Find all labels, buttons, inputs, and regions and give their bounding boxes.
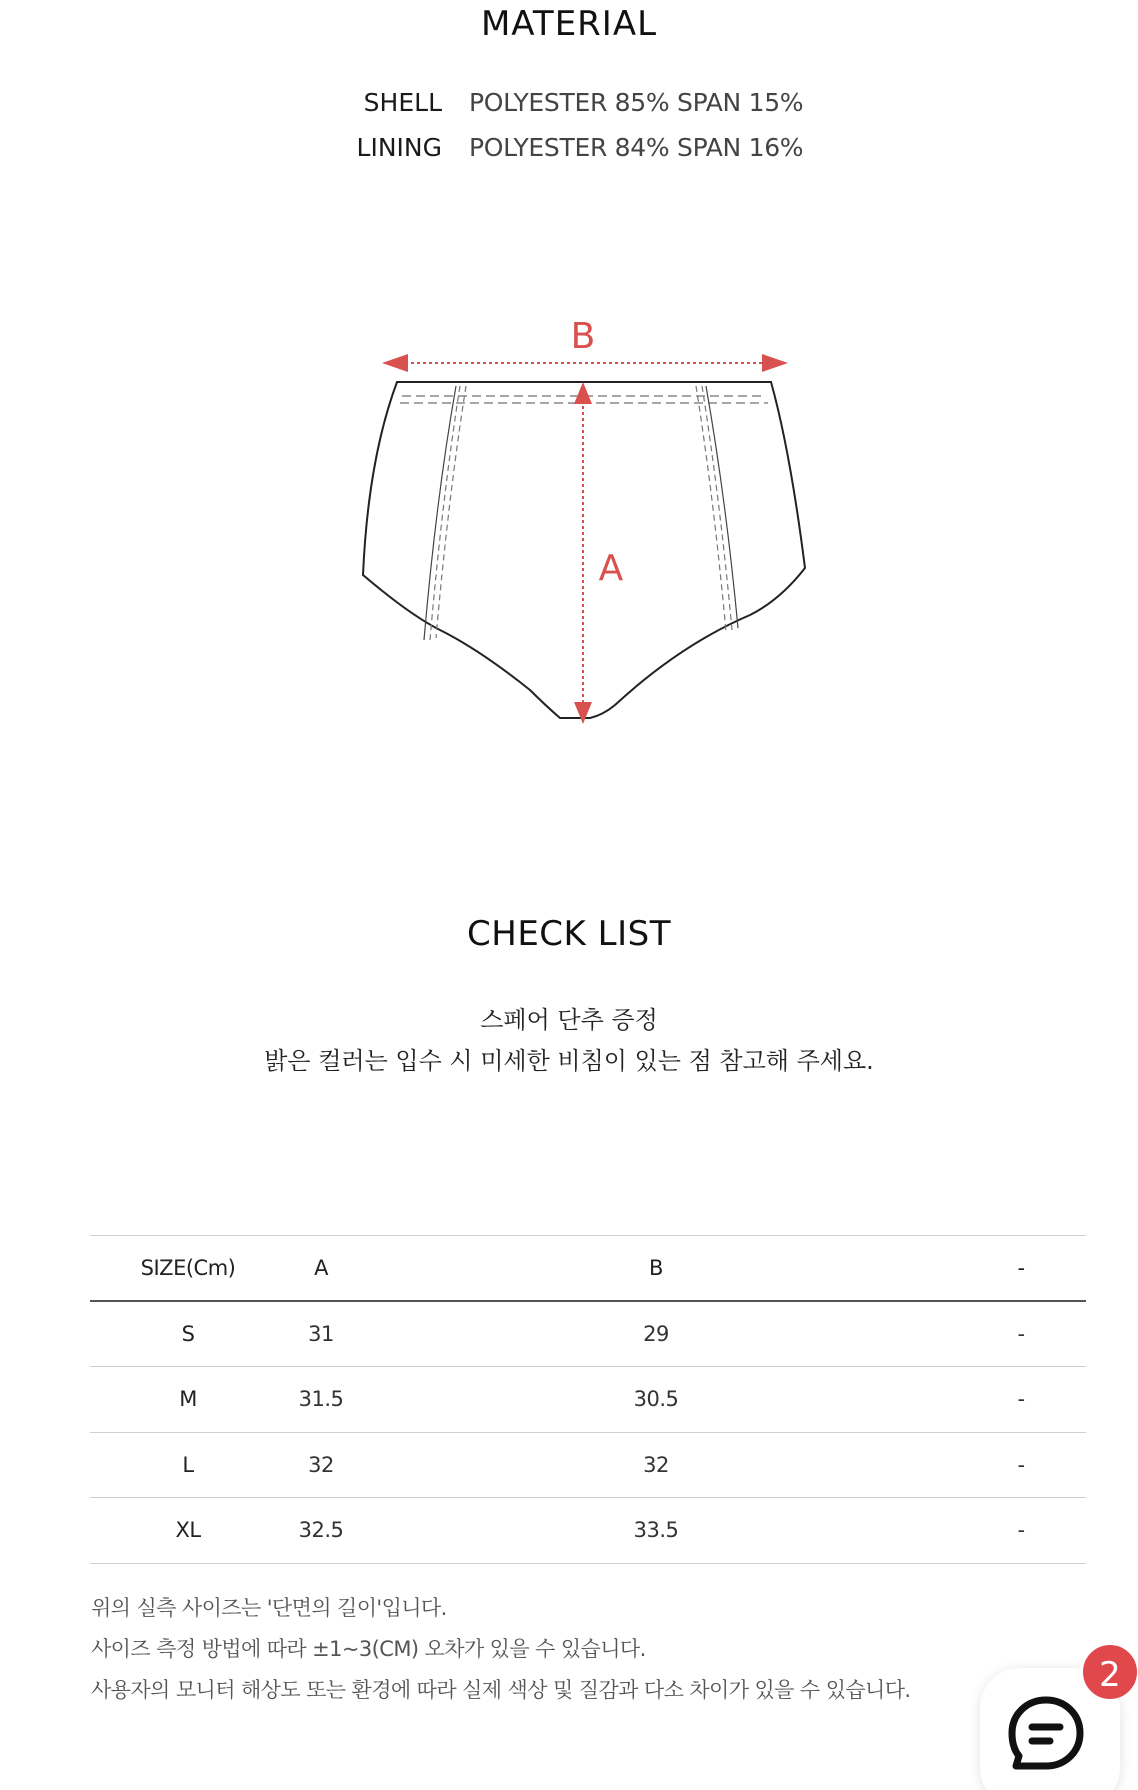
- table-row: [90, 1432, 1086, 1498]
- footnote: 위의 실측 사이즈는 '단면의 길이'입니다.: [91, 1596, 447, 1620]
- material-label: SHELL: [363, 88, 442, 117]
- size-table: [90, 1235, 1086, 1564]
- extra-cell: -: [956, 1432, 1086, 1498]
- material-title: MATERIAL: [480, 4, 658, 44]
- b-cell: 32: [356, 1432, 956, 1498]
- right-seam: [696, 386, 726, 632]
- measure-b-label: B: [570, 316, 596, 357]
- right-seam: [702, 386, 732, 630]
- material-row-shell: [0, 88, 1138, 128]
- table-header-row: [90, 1236, 1086, 1302]
- measure-a-arrow-top: [574, 382, 592, 404]
- a-cell: 31.5: [286, 1367, 356, 1433]
- table-row: [90, 1301, 1086, 1367]
- b-cell: 33.5: [356, 1498, 956, 1564]
- measure-b-arrow-right: [762, 354, 788, 372]
- measure-a-arrow-bottom: [574, 702, 592, 724]
- garment-measurement-diagram: [350, 300, 820, 760]
- left-seam: [430, 386, 460, 640]
- checklist-note: 밝은 컬러는 입수 시 미세한 비침이 있는 점 참고해 주세요.: [264, 1047, 874, 1075]
- right-seam: [706, 386, 738, 628]
- material-value: POLYESTER 84% SPAN 16%: [469, 133, 804, 162]
- size-cell: XL: [90, 1498, 286, 1564]
- table-header-cell: -: [956, 1236, 1086, 1302]
- notification-badge: 2: [1080, 1642, 1138, 1702]
- table-row: [90, 1367, 1086, 1433]
- b-cell: 30.5: [356, 1367, 956, 1433]
- a-cell: 32.5: [286, 1498, 356, 1564]
- extra-cell: -: [956, 1498, 1086, 1564]
- measure-b-arrow-left: [382, 354, 408, 372]
- footnote: 사이즈 측정 방법에 따라 ±1~3(CM) 오차가 있을 수 있습니다.: [91, 1637, 646, 1661]
- a-cell: 32: [286, 1432, 356, 1498]
- footnote: 사용자의 모니터 해상도 또는 환경에 따라 실제 색상 및 질감과 다소 차이가 있을 수 있습니다.: [91, 1678, 911, 1702]
- size-cell: M: [90, 1367, 286, 1433]
- material-value: POLYESTER 85% SPAN 15%: [469, 88, 804, 117]
- a-cell: 31: [286, 1301, 356, 1367]
- table-header-cell: SIZE(Cm): [90, 1236, 286, 1302]
- table-row: [90, 1498, 1086, 1564]
- material-label: LINING: [356, 133, 442, 162]
- material-row-lining: [0, 133, 1138, 173]
- table-header-cell: B: [356, 1236, 956, 1302]
- extra-cell: -: [956, 1301, 1086, 1367]
- extra-cell: -: [956, 1367, 1086, 1433]
- measure-a-label: A: [598, 548, 624, 589]
- checklist-title: CHECK LIST: [467, 914, 671, 954]
- left-seam: [424, 386, 456, 640]
- left-seam: [436, 386, 466, 638]
- checklist-note: 스페어 단추 증정: [480, 1006, 658, 1034]
- b-cell: 29: [356, 1301, 956, 1367]
- size-cell: L: [90, 1432, 286, 1498]
- size-cell: S: [90, 1301, 286, 1367]
- chat-bubble-icon: [1006, 1694, 1086, 1774]
- table-header-cell: A: [286, 1236, 356, 1302]
